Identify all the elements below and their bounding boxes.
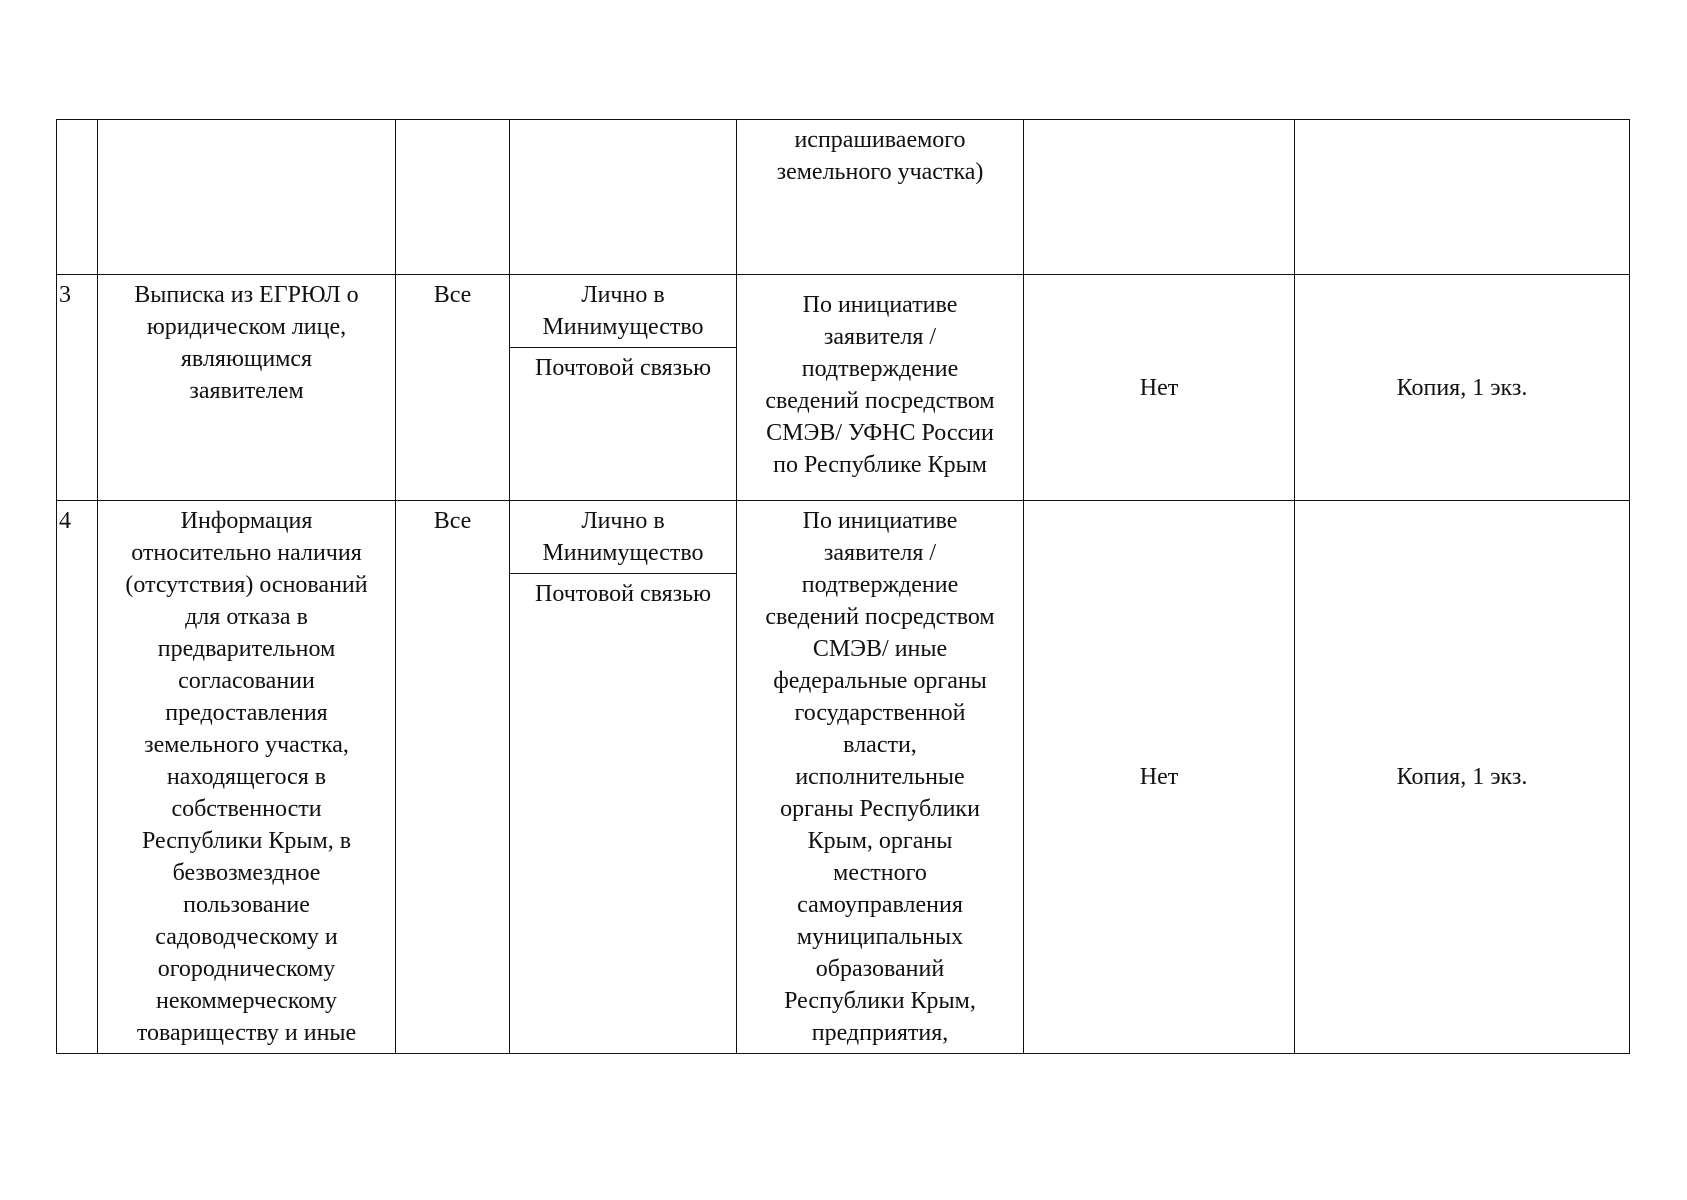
method-in-person: Лично в Минимущество (510, 275, 736, 348)
cell-required (1024, 120, 1295, 275)
cell-category (396, 120, 510, 275)
cell-form (1295, 120, 1630, 275)
method-in-person: Лично в Минимущество (510, 501, 736, 574)
cell-method (510, 501, 737, 1054)
cell-basis: По инициативе заявителя / подтверждение сведений посредством СМЭВ/ УФНС России по Республике Крым (737, 275, 1024, 501)
method-post: Почтовой связью (534, 581, 712, 607)
cell-document: Информация относительно наличия (отсутствия) оснований для отказа в предварительном согласовании предоставления земельного участка, находящегося в собственности Республики Крым, в безвозмездное пользование садоводческому и огородническому некоммерческому товариществу и иные (98, 501, 396, 1054)
cell-required: Нет (1024, 275, 1295, 501)
cell-form: Копия, 1 экз. (1295, 275, 1630, 501)
cell-document: Выписка из ЕГРЮЛ о юридическом лице, являющимся заявителем (98, 275, 396, 501)
table-row-continuation (57, 120, 1630, 275)
table-row (57, 501, 1630, 1054)
cell-number: 4 (57, 501, 98, 1054)
cell-number: 3 (57, 275, 98, 501)
cell-required: Нет (1024, 501, 1295, 1054)
cell-number (57, 120, 98, 275)
cell-form: Копия, 1 экз. (1295, 501, 1630, 1054)
cell-method (510, 275, 737, 501)
documents-table (56, 119, 1630, 1054)
cell-category: Все (396, 501, 510, 1054)
cell-method (510, 120, 737, 275)
cell-document (98, 120, 396, 275)
cell-basis: По инициативе заявителя / подтверждение сведений посредством СМЭВ/ иные федеральные органы государственной власти, исполнительные органы Республики Крым, органы местного самоуправления муниципальных образований Республики Крым, предприятия, (737, 501, 1024, 1054)
table-row (57, 275, 1630, 501)
cell-basis: испрашиваемого земельного участка) (737, 120, 1024, 275)
method-post: Почтовой связью (534, 355, 712, 381)
cell-category: Все (396, 275, 510, 501)
